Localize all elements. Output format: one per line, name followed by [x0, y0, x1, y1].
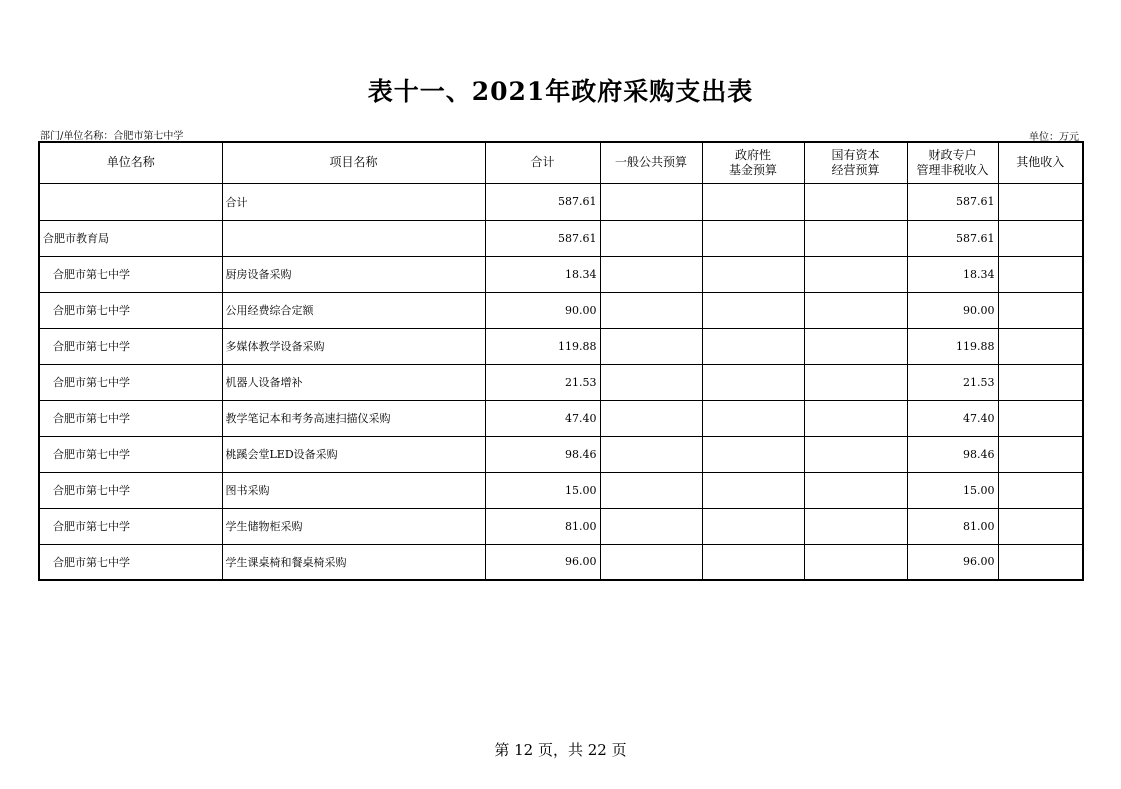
cell-state-capital [804, 472, 907, 508]
cell-general-budget [600, 544, 702, 580]
cell-gov-fund [702, 328, 804, 364]
cell-unit: 合肥市第七中学 [39, 544, 222, 580]
header-other-income: 其他收入 [998, 142, 1083, 183]
cell-state-capital [804, 400, 907, 436]
cell-project: 厨房设备采购 [222, 256, 485, 292]
cell-other-income [998, 364, 1083, 400]
cell-gov-fund [702, 183, 804, 220]
cell-project: 教学笔记本和考务高速扫描仪采购 [222, 400, 485, 436]
header-general-budget: 一般公共预算 [600, 142, 702, 183]
cell-fiscal-special: 15.00 [907, 472, 998, 508]
cell-project: 公用经费综合定额 [222, 292, 485, 328]
department-label: 部门/单位名称：合肥市第七中学 [40, 131, 184, 142]
unit-label: 单位：万元 [1029, 132, 1079, 143]
cell-fiscal-special: 21.53 [907, 364, 998, 400]
cell-other-income [998, 183, 1083, 220]
cell-fiscal-special: 47.40 [907, 400, 998, 436]
cell-other-income [998, 544, 1083, 580]
table-row [39, 328, 1083, 364]
cell-general-budget [600, 328, 702, 364]
cell-total: 15.00 [485, 472, 600, 508]
table-row [39, 400, 1083, 436]
cell-total: 587.61 [485, 220, 600, 256]
cell-general-budget [600, 472, 702, 508]
cell-unit [39, 183, 222, 220]
cell-general-budget [600, 292, 702, 328]
table-row [39, 364, 1083, 400]
cell-other-income [998, 436, 1083, 472]
page-number: 第 12 页，共 22 页 [494, 741, 627, 759]
report-title: 表十一、2021年政府采购支出表 [367, 77, 754, 106]
cell-total: 90.00 [485, 292, 600, 328]
cell-unit: 合肥市教育局 [39, 220, 222, 256]
table-row [39, 472, 1083, 508]
header-unit-name: 单位名称 [39, 142, 222, 183]
cell-project: 图书采购 [222, 472, 485, 508]
cell-total: 47.40 [485, 400, 600, 436]
cell-state-capital [804, 436, 907, 472]
cell-gov-fund [702, 400, 804, 436]
table-row [39, 508, 1083, 544]
cell-gov-fund [702, 508, 804, 544]
cell-total: 119.88 [485, 328, 600, 364]
cell-general-budget [600, 256, 702, 292]
cell-other-income [998, 472, 1083, 508]
cell-state-capital [804, 544, 907, 580]
table-row [39, 220, 1083, 256]
cell-other-income [998, 256, 1083, 292]
cell-gov-fund [702, 256, 804, 292]
cell-state-capital [804, 220, 907, 256]
cell-fiscal-special: 96.00 [907, 544, 998, 580]
header-gov-fund-budget [702, 142, 804, 183]
cell-total: 81.00 [485, 508, 600, 544]
header-gov-fund-line2: 基金预算 [728, 162, 777, 177]
header-row [39, 142, 1083, 183]
cell-fiscal-special: 81.00 [907, 508, 998, 544]
cell-general-budget [600, 400, 702, 436]
cell-unit: 合肥市第七中学 [39, 328, 222, 364]
cell-state-capital [804, 256, 907, 292]
cell-total: 96.00 [485, 544, 600, 580]
cell-general-budget [600, 183, 702, 220]
cell-total: 21.53 [485, 364, 600, 400]
header-state-capital-budget [804, 142, 907, 183]
cell-gov-fund [702, 472, 804, 508]
header-fiscal-special-line2: 管理非税收入 [916, 162, 989, 177]
cell-unit: 合肥市第七中学 [39, 508, 222, 544]
cell-other-income [998, 292, 1083, 328]
header-project-name: 项目名称 [222, 142, 485, 183]
cell-fiscal-special: 90.00 [907, 292, 998, 328]
cell-state-capital [804, 508, 907, 544]
cell-state-capital [804, 364, 907, 400]
cell-general-budget [600, 508, 702, 544]
cell-general-budget [600, 364, 702, 400]
header-fiscal-special [907, 142, 998, 183]
cell-project: 机器人设备增补 [222, 364, 485, 400]
cell-gov-fund [702, 364, 804, 400]
cell-total: 587.61 [485, 183, 600, 220]
cell-other-income [998, 508, 1083, 544]
cell-fiscal-special: 18.34 [907, 256, 998, 292]
cell-state-capital [804, 183, 907, 220]
cell-unit: 合肥市第七中学 [39, 400, 222, 436]
header-gov-fund-line1: 政府性 [734, 147, 771, 162]
cell-project: 桃蹊会堂LED设备采购 [222, 436, 485, 472]
cell-project: 学生储物柜采购 [222, 508, 485, 544]
cell-unit: 合肥市第七中学 [39, 436, 222, 472]
cell-fiscal-special: 587.61 [907, 183, 998, 220]
cell-project: 学生课桌椅和餐桌椅采购 [222, 544, 485, 580]
procurement-table [38, 141, 1084, 581]
header-state-capital-line2: 经营预算 [831, 162, 880, 177]
cell-gov-fund [702, 220, 804, 256]
cell-project: 合计 [222, 183, 485, 220]
cell-fiscal-special: 119.88 [907, 328, 998, 364]
cell-total: 18.34 [485, 256, 600, 292]
cell-general-budget [600, 436, 702, 472]
cell-unit: 合肥市第七中学 [39, 364, 222, 400]
header-total: 合计 [485, 142, 600, 183]
cell-fiscal-special: 587.61 [907, 220, 998, 256]
cell-other-income [998, 220, 1083, 256]
cell-other-income [998, 328, 1083, 364]
cell-unit: 合肥市第七中学 [39, 256, 222, 292]
cell-general-budget [600, 220, 702, 256]
table-row [39, 544, 1083, 580]
header-fiscal-special-line1: 财政专户 [928, 147, 977, 162]
cell-other-income [998, 400, 1083, 436]
table-row [39, 292, 1083, 328]
cell-fiscal-special: 98.46 [907, 436, 998, 472]
cell-state-capital [804, 292, 907, 328]
table-row [39, 436, 1083, 472]
cell-unit: 合肥市第七中学 [39, 292, 222, 328]
cell-gov-fund [702, 292, 804, 328]
table-row-total [39, 183, 1083, 220]
cell-project [222, 220, 485, 256]
table-row [39, 256, 1083, 292]
cell-project: 多媒体教学设备采购 [222, 328, 485, 364]
cell-unit: 合肥市第七中学 [39, 472, 222, 508]
header-state-capital-line1: 国有资本 [831, 147, 880, 162]
cell-total: 98.46 [485, 436, 600, 472]
cell-gov-fund [702, 544, 804, 580]
cell-state-capital [804, 328, 907, 364]
cell-gov-fund [702, 436, 804, 472]
